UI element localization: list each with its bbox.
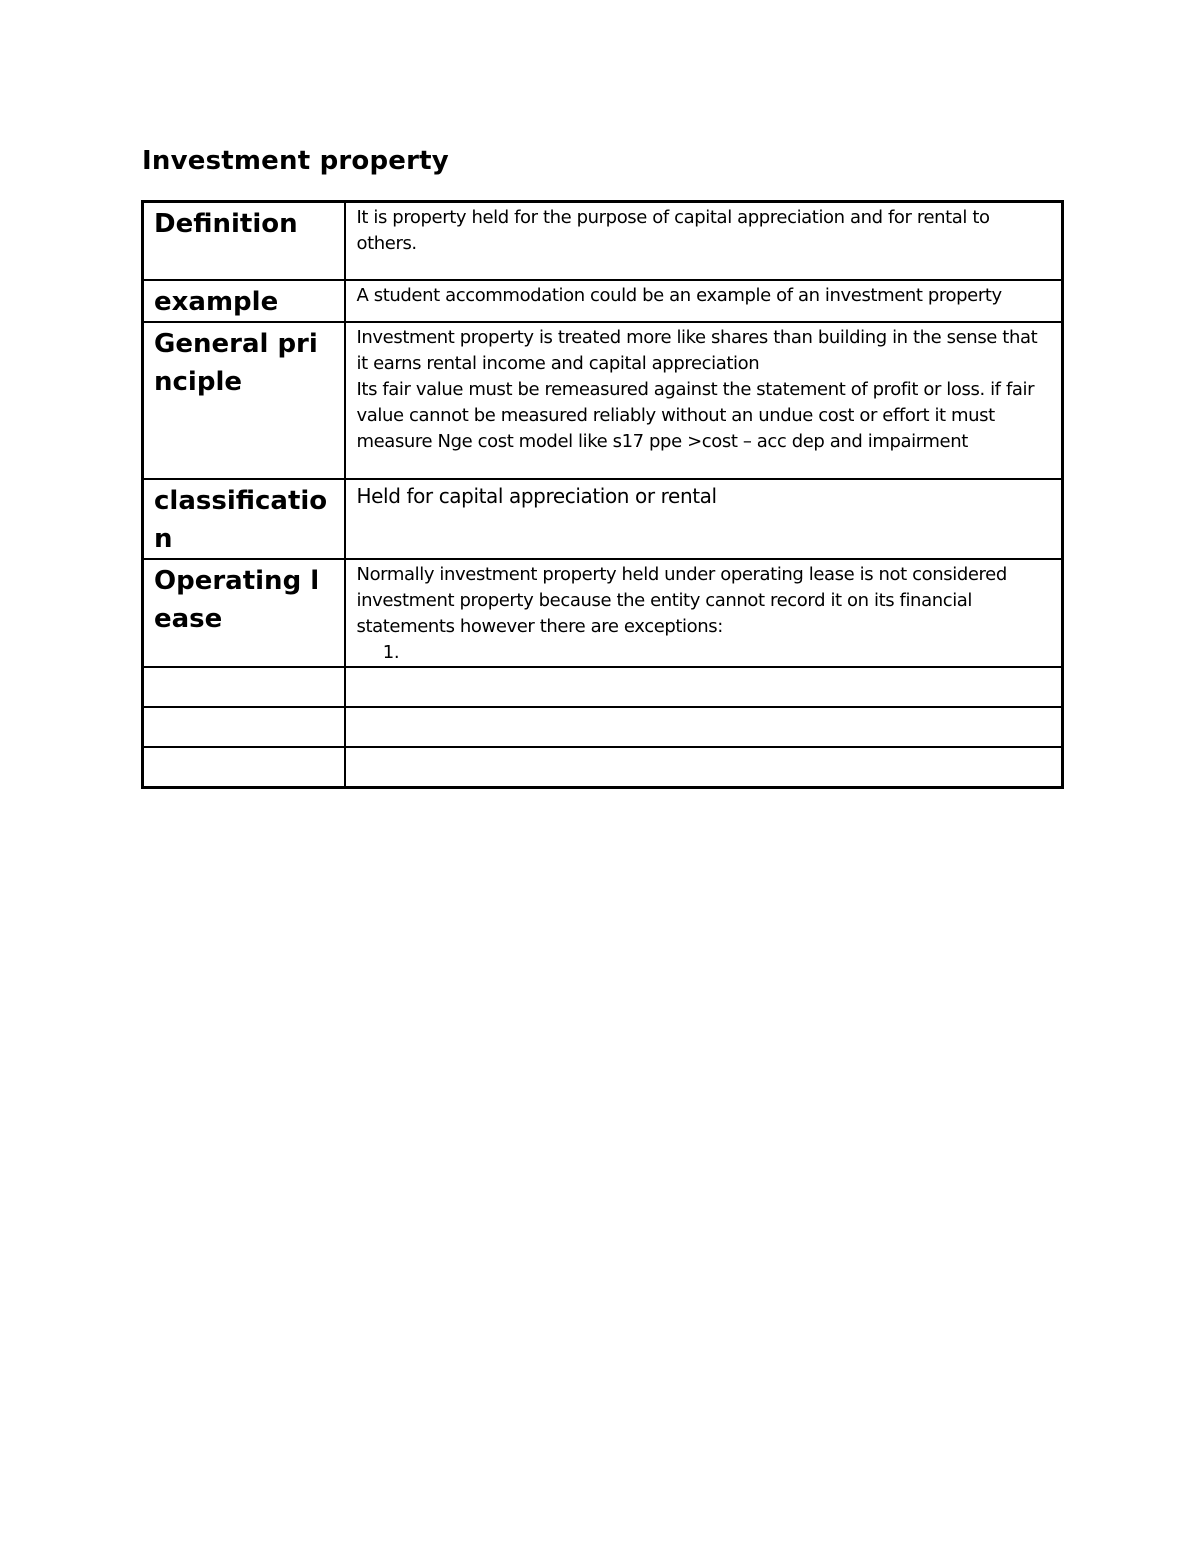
table-row xyxy=(143,322,1063,479)
description-cell xyxy=(345,202,1063,281)
description-cell xyxy=(345,479,1063,559)
term-cell xyxy=(143,280,345,322)
description-text: Its fair value must be remeasured against the statement of profit or loss. if fair value cannot be measured reliably without an undue cost or effort it must measure Nge cost model like s17 ppe >cost – acc dep and impairment xyxy=(356,379,1035,452)
description-cell xyxy=(345,747,1063,788)
term-empty xyxy=(144,748,344,750)
table-row xyxy=(143,479,1063,559)
table-row xyxy=(143,280,1063,322)
table-row xyxy=(143,202,1063,281)
table-row xyxy=(143,747,1063,788)
description-text: Normally investment property held under operating lease is not considered investment property because the entity cannot record it on its financial statements however there are exceptions: xyxy=(356,564,1007,637)
description-cell xyxy=(345,667,1063,707)
table-row xyxy=(143,667,1063,707)
description-text: Investment property is treated more like shares than building in the sense that it earns rental income and capital appreciation xyxy=(356,327,1038,374)
term-cell xyxy=(143,202,345,281)
term-cell xyxy=(143,667,345,707)
term-cell xyxy=(143,747,345,788)
description-cell xyxy=(345,559,1063,667)
term-general-principle: General principle xyxy=(154,329,318,397)
description-text: A student accommodation could be an example of an investment property xyxy=(356,285,1002,306)
term-cell xyxy=(143,707,345,747)
term-cell xyxy=(143,559,345,667)
description-text: Held for capital appreciation or rental xyxy=(356,484,717,508)
description-cell xyxy=(345,707,1063,747)
list-item xyxy=(405,640,1052,666)
term-definition: Definition xyxy=(154,209,298,239)
term-cell xyxy=(143,322,345,479)
page-title: Investment property xyxy=(142,146,449,176)
table-row xyxy=(143,707,1063,747)
description-cell xyxy=(345,280,1063,322)
term-empty xyxy=(144,668,344,670)
term-operating-lease: Operating lease xyxy=(154,566,320,634)
term-classification: classification xyxy=(154,486,328,554)
description-cell xyxy=(345,322,1063,479)
exceptions-list xyxy=(357,640,1052,666)
term-example: example xyxy=(154,287,279,317)
notes-table xyxy=(141,200,1064,789)
table-row xyxy=(143,559,1063,667)
term-cell xyxy=(143,479,345,559)
term-empty xyxy=(144,708,344,710)
description-text: It is property held for the purpose of capital appreciation and for rental to others. xyxy=(356,207,990,254)
